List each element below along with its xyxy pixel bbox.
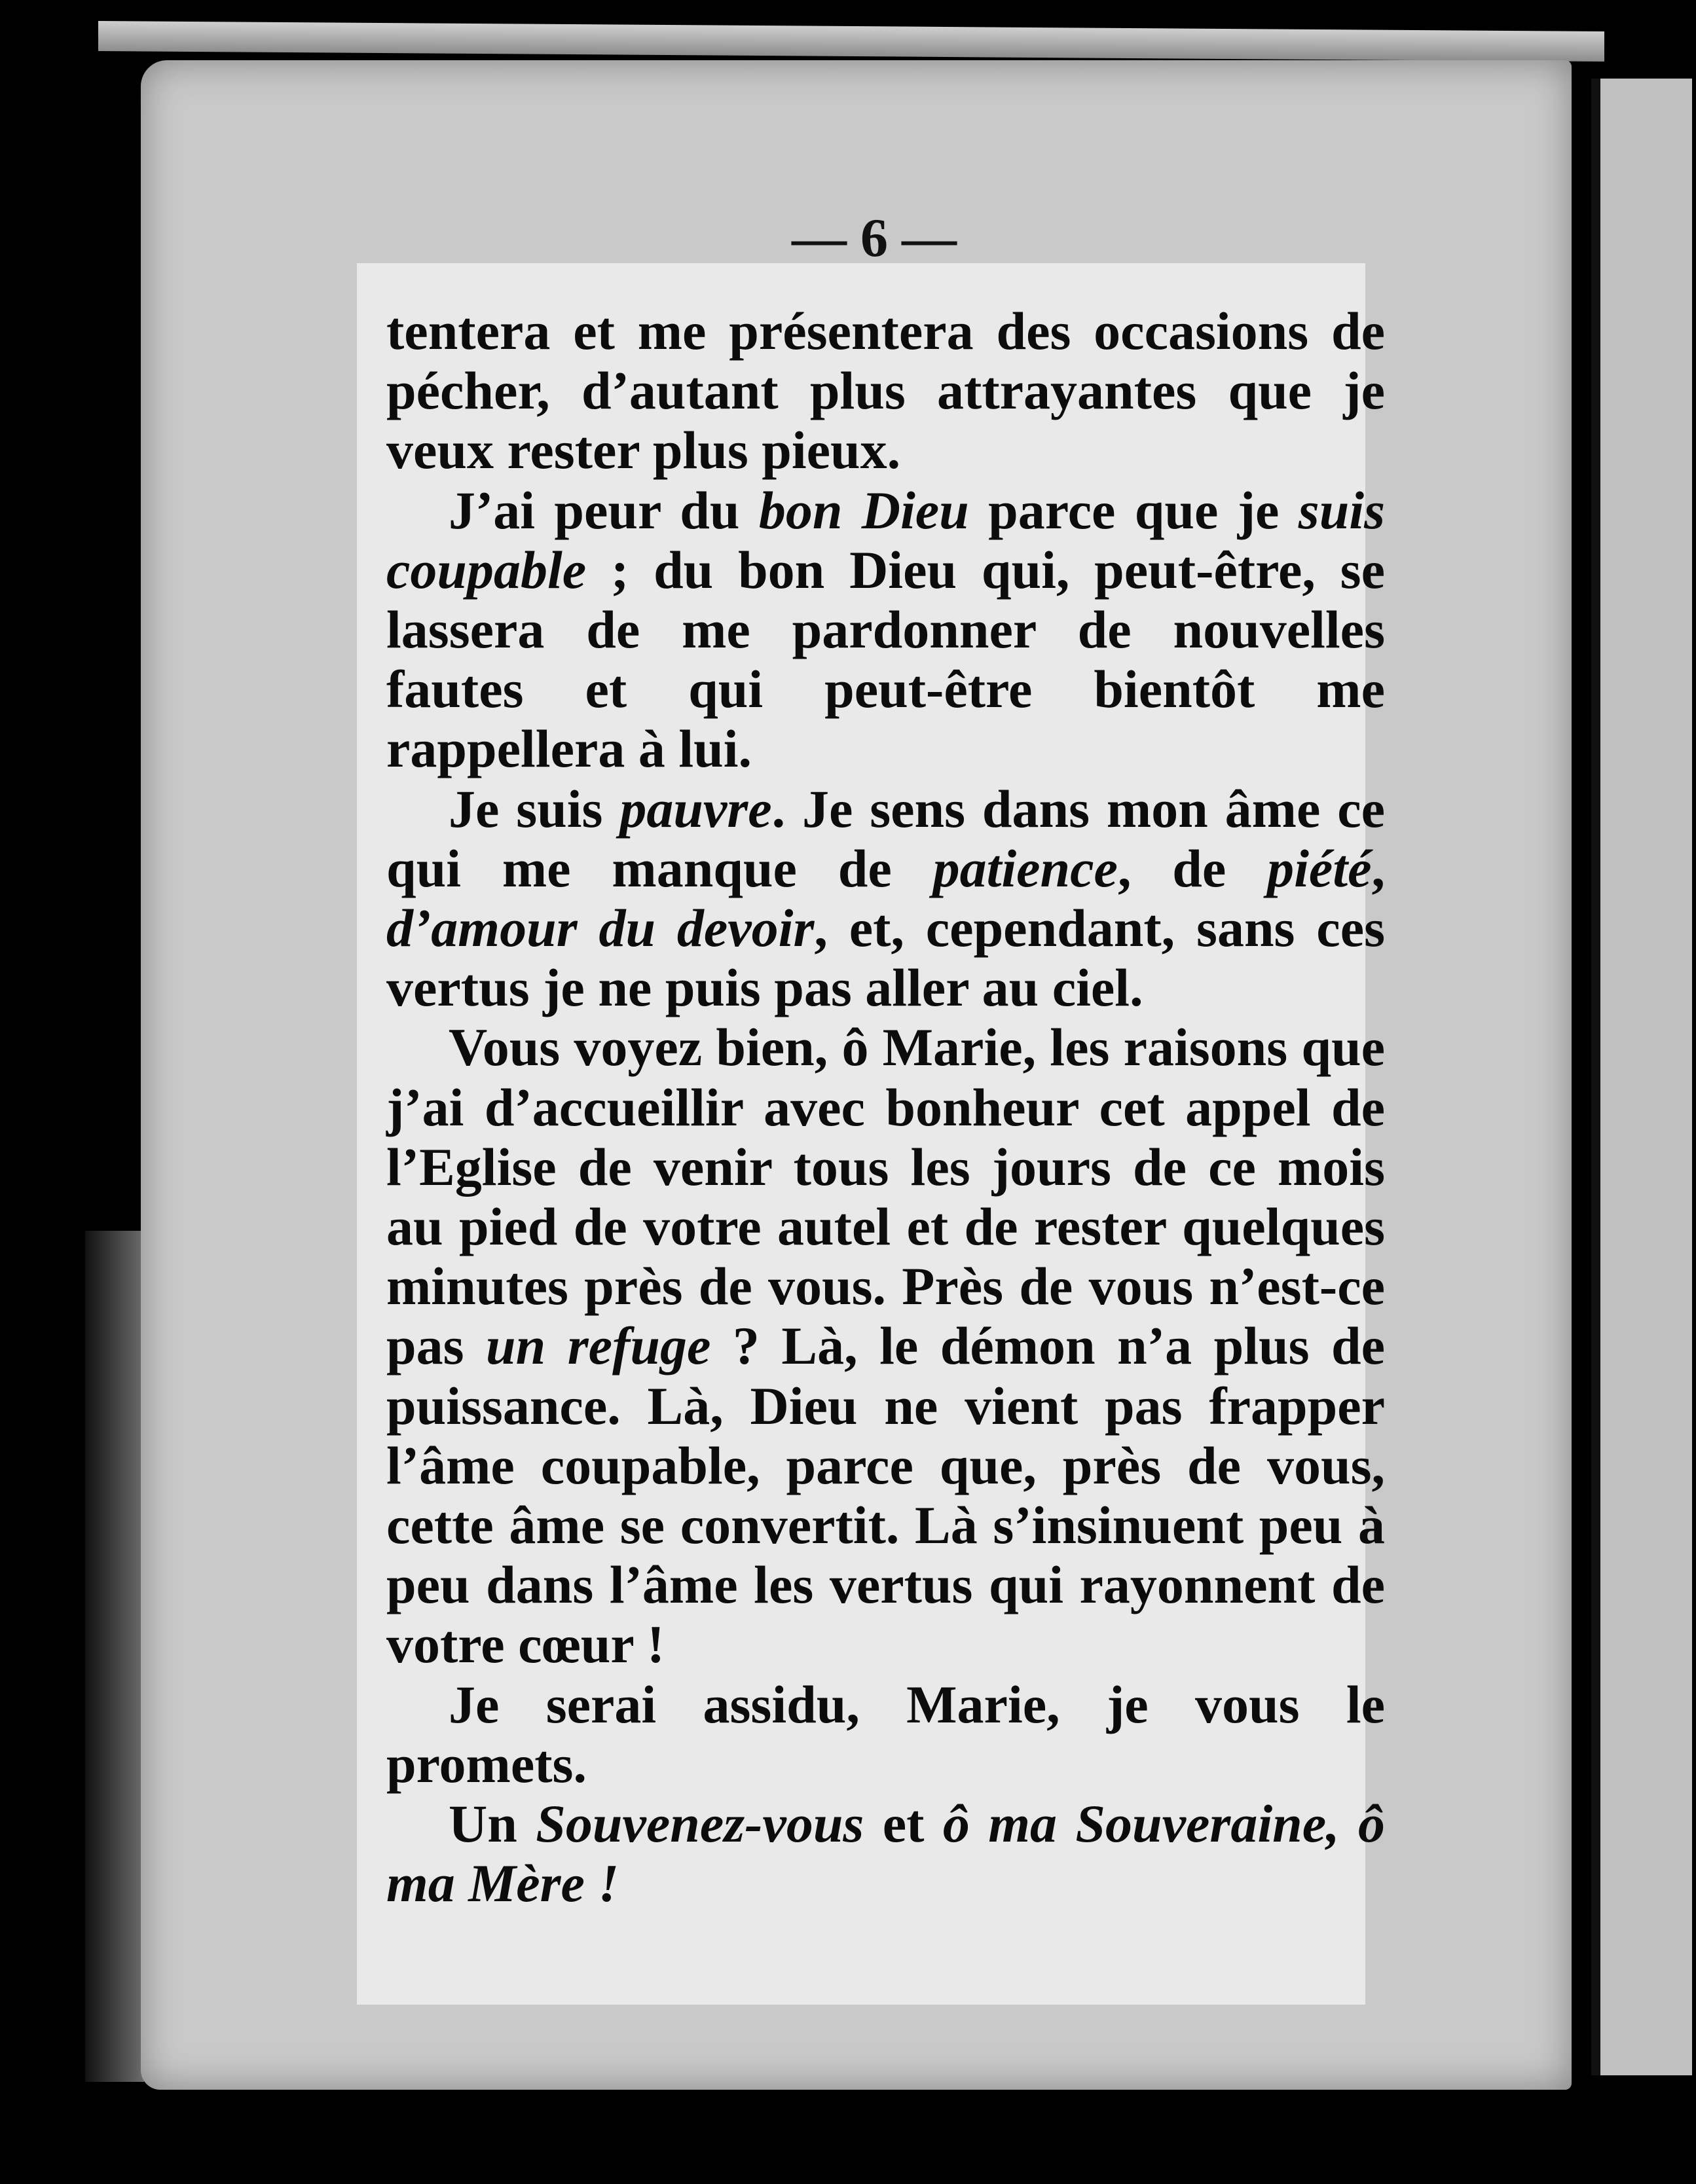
paragraph bbox=[386, 301, 1385, 481]
paragraph bbox=[386, 1017, 1385, 1674]
italic-text-segment: un refuge bbox=[486, 1316, 711, 1376]
italic-text-segment: patience bbox=[932, 838, 1118, 898]
text-segment: Un bbox=[449, 1794, 536, 1854]
paragraph bbox=[386, 481, 1385, 779]
paragraph bbox=[386, 1675, 1385, 1794]
next-page-edge bbox=[1591, 79, 1692, 2075]
text-segment: , et, cependant, sans ces vertus je ne puis pas aller au ciel. bbox=[386, 898, 1385, 1018]
page-number: — 6 — bbox=[792, 208, 957, 268]
italic-text-segment: bon Dieu bbox=[758, 480, 969, 540]
text-segment: et bbox=[864, 1794, 943, 1854]
text-segment: Je serai assidu, Marie, je vous le promets. bbox=[386, 1674, 1385, 1794]
text-segment: parce que je bbox=[968, 480, 1299, 540]
paragraph bbox=[386, 1794, 1385, 1913]
text-segment: . Je sens dans mon âme ce qui me manque de bbox=[386, 778, 1385, 898]
paragraph bbox=[386, 779, 1385, 1018]
text-segment: ? Là, le démon n’a plus de puissance. Là, Dieu ne vient pas frapper l’âme coupable, parce que, près de vous, cette âme se convertit. Là s’insinuent peu à peu dans l’âme les vertus qui rayonnent de votre cœur ! bbox=[386, 1316, 1385, 1675]
italic-text-segment: Souvenez-vous bbox=[536, 1794, 864, 1854]
italic-text-segment: d’amour du devoir bbox=[386, 898, 815, 958]
text-segment: ; du bon Dieu qui, peut-être, se lassera de me pardonner de nouvelles fautes et qui peut-être bientôt me rappellera à lui. bbox=[386, 539, 1385, 779]
text-segment: Je suis bbox=[449, 778, 620, 839]
left-binding-fold bbox=[85, 1231, 144, 2082]
italic-text-segment: ô ma Souveraine, ô ma Mère ! bbox=[386, 1794, 1385, 1914]
text-segment: J’ai peur du bbox=[449, 480, 759, 540]
italic-text-segment: pauvre bbox=[619, 778, 772, 839]
text-segment: Vous voyez bien, ô Marie, les raisons que j’ai d’accueillir avec bonheur cet appel de l’Eglise de venir tous les jours de ce mois au pied de votre autel et de rester quelques minutes près de vous. Près de vous n’est-ce pas bbox=[386, 1017, 1385, 1376]
italic-text-segment: piété bbox=[1267, 838, 1372, 898]
italic-text-segment: suis coupable bbox=[386, 480, 1385, 600]
text-segment: , de bbox=[1117, 838, 1268, 898]
text-segment: , bbox=[1371, 838, 1385, 898]
text-segment: tentera et me présentera des occasions de pécher, d’autant plus attrayantes que je veux rester plus pieux. bbox=[386, 301, 1385, 481]
body-text bbox=[386, 301, 1385, 1977]
